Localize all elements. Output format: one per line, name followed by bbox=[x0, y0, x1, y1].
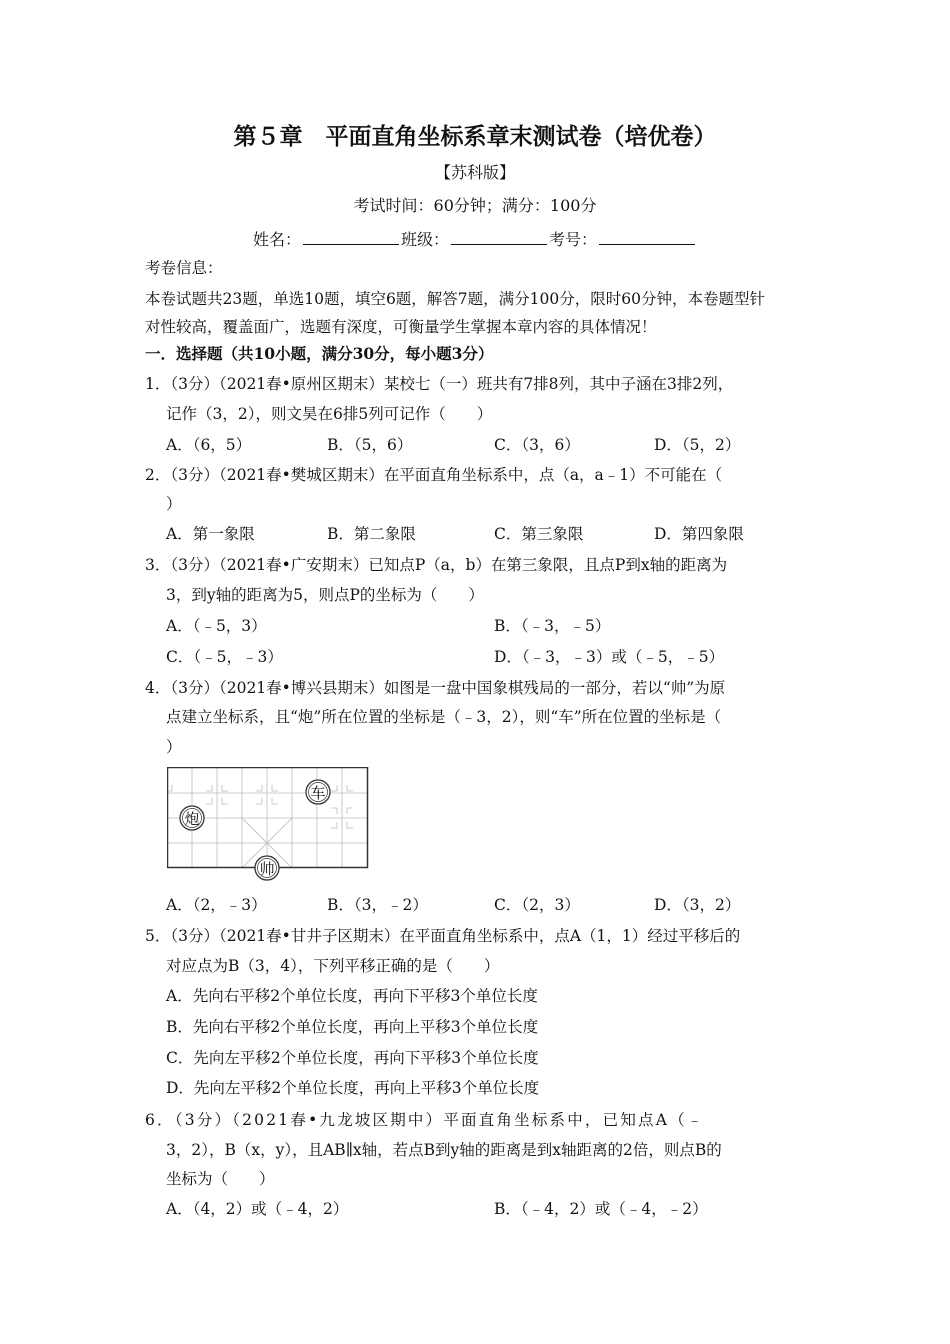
q6-option-a[interactable]: A．（4，2）或（﹣4，2） bbox=[166, 1200, 349, 1218]
q5-option-b[interactable]: B．先向右平移2个单位长度，再向上平移3个单位长度 bbox=[166, 1018, 539, 1036]
number-blank bbox=[599, 230, 695, 245]
q4-option-a[interactable]: A．（2，﹣3） bbox=[166, 896, 267, 914]
piece-che-label: 车 bbox=[310, 784, 326, 802]
q2-option-a[interactable]: A．第一象限 bbox=[166, 525, 255, 543]
q3-option-b[interactable]: B．（﹣3，﹣5） bbox=[494, 617, 611, 635]
q6-line-2: 3，2），B（x，y），且AB∥x轴，若点B到y轴的距离是到x轴距离的2倍，则点B的 bbox=[166, 1141, 722, 1159]
q3-option-a[interactable]: A．（﹣5，3） bbox=[166, 617, 267, 635]
q2-option-c[interactable]: C．第三象限 bbox=[494, 525, 584, 543]
q1-line-2: 记作（3，2），则文昊在6排5列可记作（ ） bbox=[166, 405, 493, 423]
info-heading: 考卷信息： bbox=[145, 259, 223, 277]
name-label: 姓名： bbox=[252, 230, 301, 249]
q4-line-3: ） bbox=[166, 738, 182, 756]
page-title: 第５章 平面直角坐标系章末测试卷（培优卷） bbox=[233, 123, 717, 150]
q4-option-d[interactable]: D．（3，2） bbox=[654, 896, 741, 914]
class-blank bbox=[451, 230, 547, 245]
q5-option-a[interactable]: A．先向右平移2个单位长度，再向下平移3个单位长度 bbox=[166, 987, 538, 1005]
q5-line-2: 对应点为B（3，4），下列平移正确的是（ ） bbox=[166, 957, 500, 975]
piece-shuai bbox=[255, 856, 279, 880]
q4-line-1: 4．（3分）（2021春•博兴县期末）如图是一盘中国象棋残局的一部分，若以“帅”为原 bbox=[145, 679, 726, 697]
edition-label: 【苏科版】 bbox=[434, 163, 515, 182]
info-line-1: 本卷试题共23题，单选10题，填空6题，解答7题，满分100分，限时60分钟，本卷题型针 bbox=[145, 290, 765, 308]
q1-option-a[interactable]: A．（6，5） bbox=[166, 436, 252, 454]
number-label: 考号： bbox=[549, 230, 598, 249]
piece-shuai-label: 帅 bbox=[259, 860, 275, 878]
q3-option-c[interactable]: C．（﹣5，﹣3） bbox=[166, 648, 283, 666]
piece-che bbox=[306, 780, 330, 804]
q4-option-c[interactable]: C．（2，3） bbox=[494, 896, 580, 914]
q2-line-2: ） bbox=[166, 495, 182, 513]
piece-pao bbox=[180, 806, 204, 830]
q5-option-d[interactable]: D．先向左平移2个单位长度，再向上平移3个单位长度 bbox=[166, 1079, 540, 1097]
student-info-row bbox=[0, 227, 950, 250]
q1-option-c[interactable]: C．（3，6） bbox=[494, 436, 580, 454]
q6-line-3: 坐标为（ ） bbox=[166, 1170, 275, 1188]
q4-option-b[interactable]: B．（3，﹣2） bbox=[327, 896, 428, 914]
q6-line-1: 6．（3分）（2021春•九龙坡区期中）平面直角坐标系中，已知点A（﹣ bbox=[145, 1111, 705, 1129]
q4-line-2: 点建立坐标系，且“炮”所在位置的坐标是（﹣3，2），则“车”所在位置的坐标是（ bbox=[166, 708, 722, 726]
q5-option-c[interactable]: C．先向左平移2个单位长度，再向下平移3个单位长度 bbox=[166, 1049, 539, 1067]
q3-line-2: 3，到y轴的距离为5，则点P的坐标为（ ） bbox=[166, 586, 484, 604]
q1-option-b[interactable]: B．（5，6） bbox=[327, 436, 413, 454]
q2-option-b[interactable]: B．第二象限 bbox=[327, 525, 416, 543]
q6-option-b[interactable]: B．（﹣4，2）或（﹣4，﹣2） bbox=[494, 1200, 708, 1218]
q3-option-d[interactable]: D．（﹣3，﹣3）或（﹣5，﹣5） bbox=[494, 648, 725, 666]
class-label: 班级： bbox=[400, 230, 449, 249]
exam-time: 考试时间：60分钟；满分：100分 bbox=[353, 196, 597, 215]
section-heading: 一．选择题（共10小题，满分30分，每小题3分） bbox=[145, 344, 494, 363]
piece-pao-label: 炮 bbox=[184, 810, 200, 828]
q1-option-d[interactable]: D．（5，2） bbox=[654, 436, 741, 454]
q5-line-1: 5．（3分）（2021春•甘井子区期末）在平面直角坐标系中，点A（1，1）经过平移后的 bbox=[145, 927, 741, 945]
info-line-2: 对性较高，覆盖面广，选题有深度，可衡量学生掌握本章内容的具体情况！ bbox=[145, 318, 657, 336]
q1-line-1: 1．（3分）（2021春•原州区期末）某校七（一）班共有7排8列，其中子涵在3排2列， bbox=[145, 375, 734, 393]
q2-option-d[interactable]: D．第四象限 bbox=[654, 525, 744, 543]
q3-line-1: 3．（3分）（2021春•广安期末）已知点P（a，b）在第三象限，且点P到x轴的距离为 bbox=[145, 556, 728, 574]
name-blank bbox=[303, 230, 399, 245]
chess-board-figure bbox=[167, 767, 371, 885]
q2-line-1: 2．（3分）（2021春•樊城区期末）在平面直角坐标系中，点（a，a﹣1）不可能在（ bbox=[145, 466, 723, 484]
